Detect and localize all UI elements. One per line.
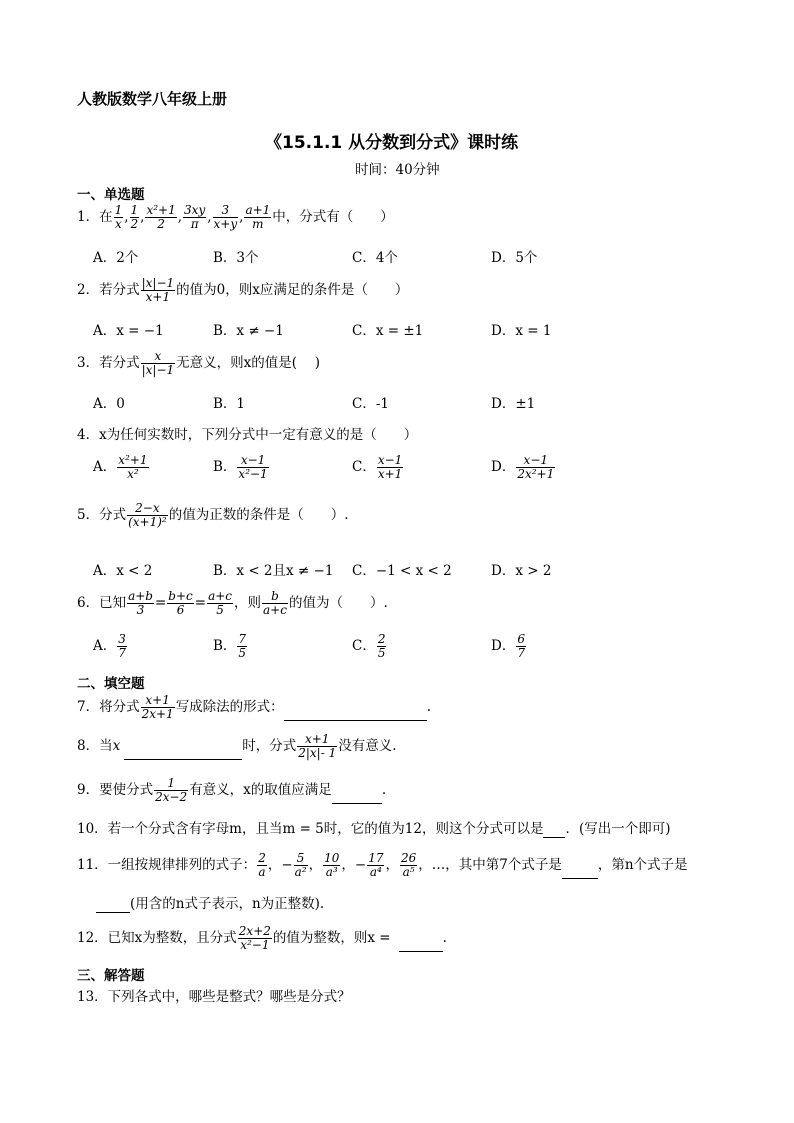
- question-8: 8．当x 时，分式 $\frac{x+1}{2|x|- 1}$ 没有意义.: [77, 732, 397, 760]
- question-2: 2．若分式 $\frac{|x|-1}{x+1}$ 的值为0，则x应满足的条件是（ ）: [77, 276, 409, 304]
- q5-option-c[interactable]: C．−1 < x < 2: [352, 563, 452, 579]
- q9-answer-blank[interactable]: [332, 789, 382, 804]
- question-6: 6．已知 $\frac{a+b}{3}$ = $\frac{b+c}{6}$ = $\frac{a+c}{5}$ ，则 $\frac{b}{a+c}$ 的值为（ ）.: [77, 589, 388, 617]
- q2-option-a[interactable]: A．x = −1: [93, 323, 164, 339]
- question-3: 3．若分式 $\frac{x}{|x|-1}$ 无意义，则x的值是( ): [77, 349, 321, 377]
- q5-option-a[interactable]: A．x < 2: [93, 563, 153, 579]
- question-7: 7．将分式 $\frac{x+1}{2x+1}$ 写成除法的形式： .: [77, 693, 431, 721]
- q1-option-b[interactable]: B．3个: [213, 250, 259, 266]
- q2-option-b[interactable]: B．x ≠ −1: [213, 323, 284, 339]
- question-11-line-2: (用含的n式子表示，n为正整数).: [96, 895, 324, 913]
- q6-option-d[interactable]: D． $\frac{6}{7}$: [491, 632, 525, 660]
- q1-frac-6: $\frac{a+1}{m}$: [245, 203, 271, 231]
- q5-option-d[interactable]: D．x > 2: [491, 563, 552, 579]
- q6-option-a[interactable]: A． $\frac{3}{7}$: [93, 632, 126, 660]
- section-heading-solution: 三、解答题: [77, 968, 145, 984]
- q2-frac: $\frac{|x|-1}{x+1}$: [141, 276, 175, 304]
- page-title: 《15.1.1 从分数到分式》课时练: [265, 133, 519, 153]
- document-header: 人教版数学八年级上册: [77, 90, 228, 108]
- q3-option-c[interactable]: C．-1: [352, 396, 389, 412]
- q1-frac-5: $\frac{3}{x+y}$: [213, 203, 238, 231]
- question-10: 10．若一个分式含有字母m，且当m = 5时，它的值为12，则这个分式可以是 ．(写出一个即可): [77, 821, 671, 837]
- time-limit: 时间：40分钟: [355, 162, 440, 178]
- q11-answer-blank-2[interactable]: [96, 898, 130, 913]
- question-4: 4．x为任何实数时，下列分式中一定有意义的是（ ）: [77, 427, 418, 443]
- q5-frac: $\frac{2-x}{\text{(x+1)²}}$: [128, 501, 167, 529]
- q12-answer-blank[interactable]: [399, 937, 443, 952]
- question-12: 12．已知x为整数，且分式 $\frac{2x+2}{\text{x²−1}}$ 的值为整数，则x = .: [77, 924, 447, 952]
- q1-frac-2: $\frac{1}{2}$: [130, 203, 139, 231]
- q3-option-a[interactable]: A．0: [93, 396, 125, 412]
- q3-option-d[interactable]: D．±1: [491, 396, 536, 412]
- q4-option-a[interactable]: A． $\frac{\text{x²+1}}{\text{x²}}$: [93, 453, 148, 481]
- q10-answer-blank[interactable]: [543, 823, 565, 838]
- question-9: 9．要使分式 $\frac{1}{2x-2}$ 有意义，x的取值应满足 .: [77, 776, 387, 804]
- q6-option-b[interactable]: B． $\frac{7}{5}$: [213, 632, 247, 660]
- question-1: 1．在 $\frac{1}{x}$ , $\frac{1}{2}$ , $\frac{\text{x²+1}}{2}$ , $\frac{3xy}{\pi}$ , $\frac{3}{x+y}$ , $\frac{a+1}{m}$ 中，分式有（ ）: [77, 203, 394, 231]
- question-11: 11．一组按规律排列的式子： $\frac{2}{a}$ ，− $\frac{5}{\text{a²}}$ ， $\frac{10}{\text{a³}}$ ，− $\frac{17}{\text{a⁴}}$ ， $\frac{26}{\text{a⁵}}$ ，…，其中第7个式子是 ，第n个式子是: [77, 851, 688, 879]
- question-5: 5．分式 $\frac{2-x}{\text{(x+1)²}}$ 的值为正数的条件是（ ）.: [77, 501, 349, 529]
- q1-frac-3: $\frac{\text{x²+1}}{2}$: [146, 203, 176, 231]
- q6-option-c[interactable]: C． $\frac{2}{5}$: [352, 632, 386, 660]
- q4-option-d[interactable]: D． $\frac{x-1}{\text{2x²+1}}$: [491, 453, 555, 481]
- q1-option-c[interactable]: C．4个: [352, 250, 398, 266]
- q4-option-c[interactable]: C． $\frac{x-1}{x+1}$: [352, 453, 403, 481]
- q8-answer-blank[interactable]: [124, 745, 242, 760]
- q4-option-b[interactable]: B． $\frac{x-1}{\text{x²−1}}$: [213, 453, 268, 481]
- q3-frac: $\frac{x}{|x|-1}$: [141, 349, 175, 377]
- section-heading-single-choice: 一、单选题: [77, 187, 145, 203]
- q1-frac-4: $\frac{3xy}{\pi}$: [184, 203, 206, 231]
- q1-option-d[interactable]: D．5个: [491, 250, 538, 266]
- q1-frac-1: $\frac{1}{x}$: [114, 203, 123, 231]
- question-13: 13．下列各式中，哪些是整式？哪些是分式？: [77, 989, 351, 1005]
- q5-option-b[interactable]: B．x < 2且x ≠ −1: [213, 563, 334, 579]
- q3-option-b[interactable]: B．1: [213, 396, 246, 412]
- q11-answer-blank-1[interactable]: [562, 864, 598, 879]
- q2-option-c[interactable]: C．x = ±1: [352, 323, 424, 339]
- q1-option-a[interactable]: A．2个: [93, 250, 139, 266]
- section-heading-fill-in: 二、填空题: [77, 676, 145, 692]
- q7-answer-blank[interactable]: [284, 706, 427, 721]
- q2-option-d[interactable]: D．x = 1: [491, 323, 552, 339]
